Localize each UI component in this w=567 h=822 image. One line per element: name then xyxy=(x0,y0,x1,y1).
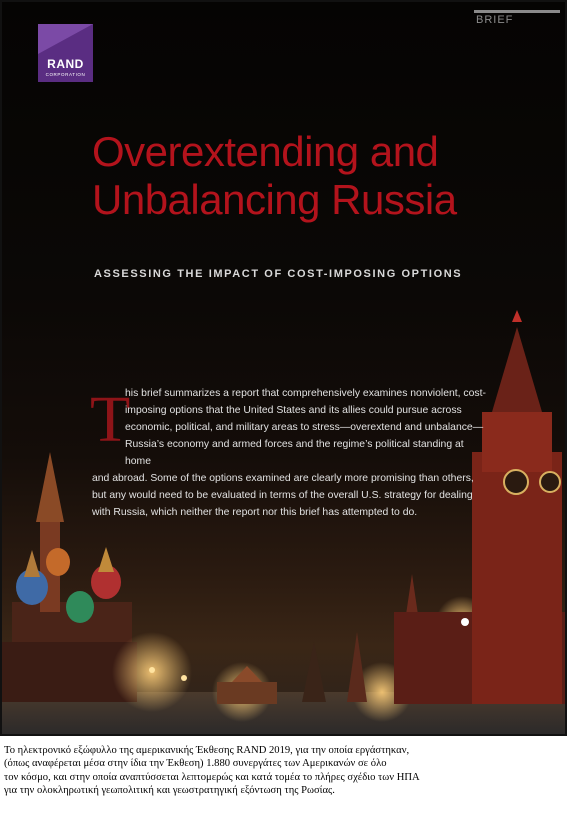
intro-line: his brief summarizes a report that comprehensively examines nonviolent, cost- xyxy=(125,388,486,399)
caption-line: τον κόσμο, και στην οποία αναπτύσσεται λεπτομερώς και κατά τομέα το πλήρες σχέδιο των ΗΠΑ xyxy=(4,771,420,783)
title-line-1: Overextending and xyxy=(92,128,439,175)
intro-line: imposing options that the United States and its allies could pursue across xyxy=(125,405,462,416)
intro-line: Russia’s economy and armed forces and the regime’s political standing at home xyxy=(125,439,464,467)
rand-logo xyxy=(38,24,93,82)
distant-buildings xyxy=(217,682,277,704)
intro-line: but any would need to be evaluated in terms of the overall U.S. strategy for dealing xyxy=(92,490,473,501)
title-line-2: Unbalancing Russia xyxy=(92,176,457,223)
red-square-night-photo xyxy=(2,2,565,734)
brief-rule xyxy=(474,10,560,13)
intro-line: economic, political, and military areas to stress—overextend and unbalance— xyxy=(125,422,484,433)
figure-caption xyxy=(4,744,564,798)
rand-logo-name: RAND xyxy=(47,57,84,71)
intro-paragraph xyxy=(92,385,492,521)
intro-line: with Russia, which neither the report nor this brief has attempted to do. xyxy=(92,507,418,518)
intro-line: and abroad. Some of the options examined are clearly more promising than others, xyxy=(92,473,474,484)
brief-label: BRIEF xyxy=(476,14,514,26)
caption-line: (όπως αναφέρεται μέσα στην ίδια την Έκθεση) 1.880 συνεργάτες των Αμερικανών σε όλο xyxy=(4,758,387,770)
caption-line: Το ηλεκτρονικό εξώφυλλο της αμερικανικής Έκθεσης RAND 2019, για την οποία εργάστηκαν, xyxy=(4,745,410,756)
caption-line: για την ολοκληρωτική γεωπολιτική και γεωστρατηγική εξόντωση της Ρωσίας. xyxy=(4,785,335,797)
report-subtitle: ASSESSING THE IMPACT OF COST-IMPOSING OPTIONS xyxy=(94,268,463,280)
report-title xyxy=(92,128,522,224)
drop-cap: T xyxy=(90,383,131,456)
rand-logo-corp: CORPORATION xyxy=(45,72,86,77)
